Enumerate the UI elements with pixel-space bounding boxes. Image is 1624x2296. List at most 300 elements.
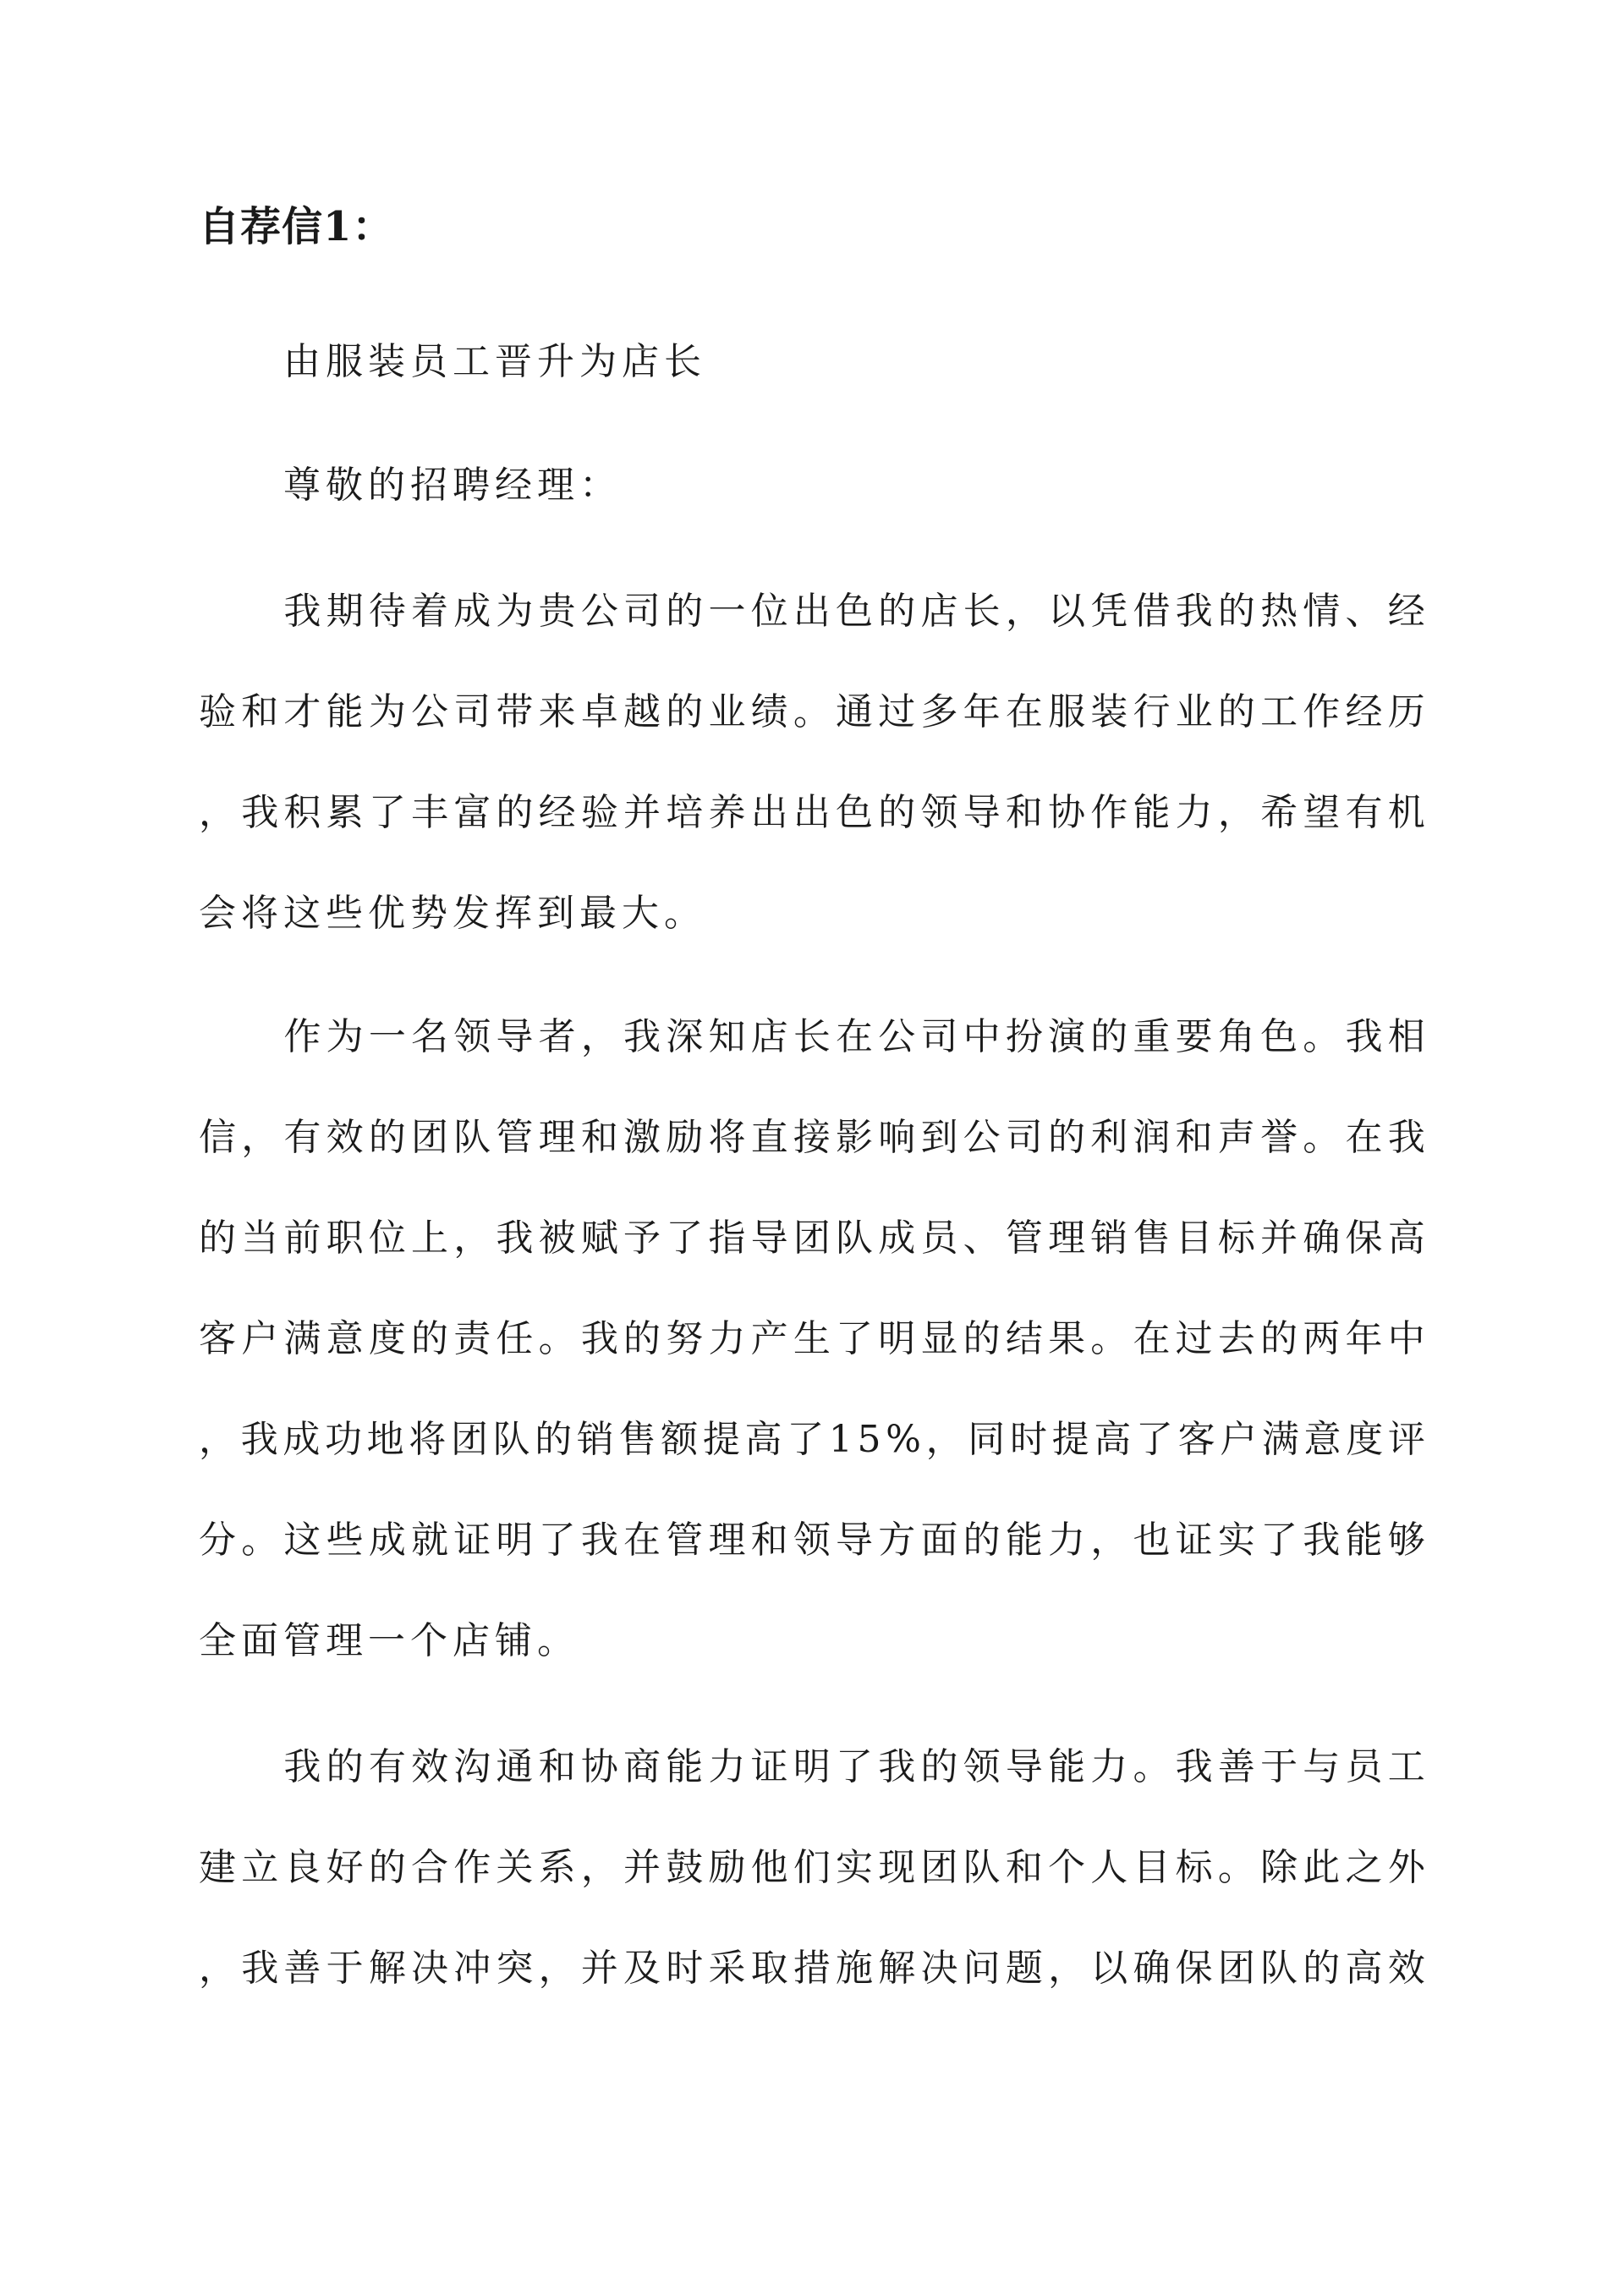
line-char: 职: [326, 1217, 364, 1260]
line-char: 理: [538, 1116, 576, 1159]
line-char: 努: [666, 1317, 704, 1360]
line-char: 关: [496, 1846, 534, 1889]
line-char: 目: [1133, 1846, 1171, 1889]
line-char: 响: [878, 1116, 916, 1159]
line-char: 一: [708, 590, 746, 633]
line-char: 我: [1175, 1745, 1213, 1788]
line-char: 除: [1260, 1846, 1298, 1889]
paragraph-line: [199, 1943, 1425, 1994]
line-char: 在: [836, 1015, 874, 1058]
line-char: 。: [1217, 1846, 1255, 1889]
line-char: 售: [618, 1418, 656, 1461]
line-char: 了: [368, 791, 406, 834]
line-char: 确: [1133, 1947, 1171, 1990]
line-char: 的: [666, 690, 704, 733]
line-char: 功: [324, 1418, 362, 1461]
line-char: 于: [1260, 1745, 1298, 1788]
line-char: 工: [1260, 690, 1298, 733]
line-char: 能: [326, 690, 364, 733]
line-char: 色: [836, 791, 874, 834]
line-char: 通: [496, 1745, 534, 1788]
line-char: 的: [199, 1217, 236, 1260]
line-char: 力: [1090, 1745, 1128, 1788]
line-char: 些: [326, 1519, 364, 1562]
line-char: ，: [199, 1947, 236, 1990]
line-char: 果: [1048, 1317, 1086, 1360]
line-char: 作: [1303, 690, 1341, 733]
line-char: 队: [1260, 1947, 1298, 1990]
line-char: 直: [750, 1116, 788, 1159]
line-char: ，: [453, 1217, 491, 1260]
line-char: ，: [538, 1947, 576, 1990]
line-char: 评: [1387, 1418, 1425, 1461]
line-char: 出: [793, 590, 831, 633]
line-char: 越: [623, 690, 661, 733]
line-char: 了: [1260, 1519, 1298, 1562]
line-char: 意: [326, 1317, 364, 1360]
line-char: 来: [538, 690, 576, 733]
line-char: 公: [963, 1116, 1001, 1159]
line-char: 。: [1303, 1015, 1341, 1058]
line-char: 能: [666, 1745, 704, 1788]
line-char: 业: [1175, 690, 1213, 733]
line-char: 作: [1090, 791, 1128, 834]
line-char: 确: [1303, 1217, 1341, 1260]
line-char: 有: [1345, 791, 1383, 834]
line-char: 成: [878, 1217, 916, 1260]
paragraph-line: [199, 1414, 1425, 1465]
line-char: 。: [1133, 1745, 1171, 1788]
line-char: 色: [1260, 1015, 1298, 1058]
line-char: 有: [368, 1745, 406, 1788]
line-char: 公: [580, 590, 618, 633]
line-char: 通: [836, 690, 874, 733]
line-char: 名: [411, 1015, 449, 1058]
line-char: 了: [836, 1745, 874, 1788]
line-char: 时: [1009, 1418, 1047, 1461]
line-char: 的: [1303, 1947, 1341, 1990]
line-char: ，: [1217, 791, 1255, 834]
line-char: 影: [836, 1116, 874, 1159]
line-char: 、: [1345, 590, 1383, 633]
line-char: 明: [496, 1519, 534, 1562]
line-char: 长: [963, 590, 1001, 633]
line-char: 与: [1303, 1745, 1341, 1788]
line-char: 我: [878, 1745, 916, 1788]
line-char: 销: [576, 1418, 614, 1461]
line-char: 我: [1387, 1116, 1425, 1159]
line-char: 我: [283, 590, 321, 633]
line-char: 才: [283, 690, 321, 733]
line-char: 的: [535, 1418, 573, 1461]
line-char: 作: [453, 1846, 491, 1889]
line-char: 责: [453, 1317, 491, 1360]
line-char: 经: [1387, 590, 1425, 633]
line-char: 理: [1048, 1217, 1086, 1260]
line-char: ，: [925, 1418, 963, 1461]
line-char: 团: [411, 1116, 449, 1159]
line-char: 了: [538, 1519, 576, 1562]
line-char: 的: [368, 1846, 406, 1889]
line-char: 就: [411, 1519, 449, 1562]
line-char: 协: [1048, 791, 1086, 834]
line-char: 能: [1048, 1745, 1086, 1788]
line-char: 队: [836, 1217, 874, 1260]
salutation: 尊敬的招聘经理：: [283, 464, 622, 507]
line-char: 实: [1217, 1519, 1255, 1562]
line-char: 在: [1005, 690, 1043, 733]
line-char: 望: [1303, 791, 1341, 834]
line-char: 养: [708, 791, 746, 834]
line-char: [241, 1012, 278, 1063]
line-char: 效: [411, 1745, 449, 1788]
line-char: ，: [580, 1846, 618, 1889]
line-char: 及: [623, 1947, 661, 1990]
document-subtitle: 由服装员工晋升为店长: [283, 340, 706, 383]
line-char: 我: [283, 1745, 321, 1788]
paragraph-line: 会将这些优势发挥到最大。: [199, 892, 706, 935]
line-char: 领: [963, 1745, 1001, 1788]
line-char: 户: [1220, 1418, 1258, 1461]
line-char: 商: [623, 1745, 661, 1788]
line-char: 在: [1345, 1116, 1383, 1159]
line-char: 能: [1005, 1519, 1043, 1562]
line-char: 并: [623, 791, 661, 834]
line-char: 领: [920, 791, 958, 834]
line-char: 外: [1387, 1846, 1425, 1889]
line-char: 验: [199, 690, 236, 733]
line-char: 年: [1345, 1317, 1383, 1360]
paragraph-line: 全面管理一个店铺。: [199, 1619, 579, 1662]
line-char: 效: [326, 1116, 364, 1159]
line-char: ，: [1048, 1947, 1086, 1990]
line-char: 队: [453, 1116, 491, 1159]
line-char: 的: [878, 791, 916, 834]
line-char: 同: [968, 1418, 1006, 1461]
line-char: 店: [920, 590, 958, 633]
line-char: 以: [1090, 1947, 1128, 1990]
line-char: 店: [750, 1015, 788, 1058]
line-char: [241, 1742, 278, 1793]
line-char: 地: [366, 1418, 404, 1461]
line-char: 员: [1345, 1745, 1383, 1788]
line-char: 前: [283, 1217, 321, 1260]
line-char: 。: [793, 690, 831, 733]
line-char: 采: [708, 1947, 746, 1990]
line-char: 色: [836, 590, 874, 633]
line-char: 导: [963, 791, 1001, 834]
line-char: 问: [963, 1947, 1001, 1990]
line-char: 装: [1090, 690, 1128, 733]
line-char: 解: [878, 1947, 916, 1990]
line-char: 建: [199, 1846, 236, 1889]
line-char: 我: [580, 1519, 618, 1562]
line-char: 够: [1387, 1519, 1425, 1562]
line-char: 人: [1090, 1846, 1128, 1889]
line-char: 予: [623, 1217, 661, 1260]
line-char: ，: [580, 1015, 618, 1058]
line-char: 凭: [1090, 590, 1128, 633]
line-char: 售: [1133, 1217, 1171, 1260]
line-char: 演: [1048, 1015, 1086, 1058]
line-char: 的: [368, 1116, 406, 1159]
line-char: 在: [1133, 1317, 1171, 1360]
line-char: 经: [538, 791, 576, 834]
line-char: 5: [857, 1418, 881, 1461]
line-char: 年: [963, 690, 1001, 733]
line-char: ，: [1005, 590, 1043, 633]
line-char: 团: [450, 1418, 488, 1461]
line-char: 过: [1175, 1317, 1213, 1360]
line-char: 利: [1090, 1116, 1128, 1159]
line-char: 在: [623, 1519, 661, 1562]
line-char: 的: [1090, 1015, 1128, 1058]
line-char: 力: [1175, 791, 1213, 834]
line-char: 过: [878, 690, 916, 733]
line-char: 并: [623, 1846, 661, 1889]
line-char: 题: [1005, 1947, 1043, 1990]
line-char: 和: [538, 1745, 576, 1788]
line-char: 理: [708, 1519, 746, 1562]
line-char: 的: [1217, 690, 1255, 733]
line-char: 个: [1048, 1846, 1086, 1889]
line-char: 励: [666, 1116, 704, 1159]
line-char: 的: [666, 590, 704, 633]
line-char: 队: [492, 1418, 530, 1461]
line-char: 员: [920, 1217, 958, 1260]
line-char: 司: [453, 690, 491, 733]
line-char: 力: [1048, 1519, 1086, 1562]
line-char: 期: [326, 590, 364, 633]
line-char: 标: [1175, 1846, 1213, 1889]
line-char: 满: [1261, 1418, 1299, 1461]
line-char: 的: [1217, 590, 1255, 633]
line-char: 团: [920, 1846, 958, 1889]
line-char: 两: [1303, 1317, 1341, 1360]
line-char: 满: [283, 1317, 321, 1360]
line-char: 明: [878, 1317, 916, 1360]
paragraph-line: [199, 788, 1425, 838]
line-char: ，: [199, 1418, 236, 1461]
line-char: 显: [920, 1317, 958, 1360]
line-char: 司: [920, 1015, 958, 1058]
line-char: 中: [963, 1015, 1001, 1058]
line-char: 绩: [750, 690, 788, 733]
line-char: 鼓: [666, 1846, 704, 1889]
paragraph-line: [199, 1843, 1425, 1893]
line-char: 系: [538, 1846, 576, 1889]
line-char: 公: [411, 690, 449, 733]
line-char: 面: [920, 1519, 958, 1562]
line-char: 我: [1303, 1519, 1341, 1562]
paragraph-line: [199, 1314, 1425, 1365]
line-char: 1: [828, 1418, 853, 1461]
line-char: 团: [1217, 1947, 1255, 1990]
line-char: 冲: [453, 1947, 491, 1990]
line-char: 历: [1387, 690, 1425, 733]
line-char: 此: [1303, 1846, 1341, 1889]
line-char: 工: [1387, 1745, 1425, 1788]
line-char: 施: [836, 1947, 874, 1990]
line-char: 中: [1387, 1317, 1425, 1360]
line-char: 我: [1345, 1015, 1383, 1058]
line-char: 的: [1048, 1116, 1086, 1159]
line-char: 为: [368, 690, 406, 733]
line-char: 保: [1175, 1947, 1213, 1990]
line-char: 借: [1133, 590, 1171, 633]
line-char: 这: [283, 1519, 321, 1562]
line-char: 能: [1345, 1519, 1383, 1562]
line-char: 导: [836, 1519, 874, 1562]
line-char: 方: [878, 1519, 916, 1562]
paragraph-line: [199, 1515, 1425, 1566]
line-char: 领: [453, 1015, 491, 1058]
line-char: 能: [1133, 791, 1171, 834]
line-char: 润: [1133, 1116, 1171, 1159]
line-char: 高: [744, 1418, 782, 1461]
paragraph-line: [199, 1213, 1425, 1264]
line-char: 位: [368, 1217, 406, 1260]
line-char: 分: [199, 1519, 236, 1562]
line-char: 合: [411, 1846, 449, 1889]
line-char: 高: [1345, 1947, 1383, 1990]
line-char: 高: [1094, 1418, 1132, 1461]
line-char: 高: [1387, 1217, 1425, 1260]
line-char: 导: [1005, 1745, 1043, 1788]
line-char: 指: [708, 1217, 746, 1260]
line-char: 和: [580, 1116, 618, 1159]
line-char: 成: [283, 1418, 321, 1461]
line-char: 着: [411, 590, 449, 633]
line-char: 好: [326, 1846, 364, 1889]
paragraph-line: [199, 1742, 1425, 1793]
line-char: 实: [836, 1846, 874, 1889]
document-title: 自荐信1：: [199, 203, 394, 250]
line-char: 我: [580, 1317, 618, 1360]
line-char: 目: [1175, 1217, 1213, 1260]
line-char: 接: [793, 1116, 831, 1159]
line-char: 产: [750, 1317, 788, 1360]
line-char: 要: [1175, 1015, 1213, 1058]
line-char: 并: [580, 1947, 618, 1990]
line-char: 保: [1345, 1217, 1383, 1260]
line-char: 决: [411, 1947, 449, 1990]
line-char: 立: [241, 1846, 279, 1889]
line-char: 管: [1005, 1217, 1043, 1260]
line-char: 司: [623, 590, 661, 633]
line-char: ，: [199, 791, 236, 834]
paragraph-line: [199, 586, 1425, 637]
line-char: 也: [1133, 1519, 1171, 1562]
line-char: 证: [1175, 1519, 1213, 1562]
line-char: 知: [708, 1015, 746, 1058]
line-char: [199, 586, 236, 637]
line-char: 提: [1051, 1418, 1089, 1461]
line-char: 者: [538, 1015, 576, 1058]
line-char: 取: [750, 1947, 788, 1990]
line-char: 积: [283, 791, 321, 834]
line-char: 管: [496, 1116, 534, 1159]
line-char: 他: [750, 1846, 788, 1889]
line-char: 了: [787, 1418, 825, 1461]
line-char: 措: [793, 1947, 831, 1990]
line-char: 突: [496, 1947, 534, 1990]
line-char: 领: [793, 1519, 831, 1562]
line-char: 导: [750, 1217, 788, 1260]
line-char: 解: [368, 1947, 406, 1990]
line-char: 力: [708, 1317, 746, 1360]
line-char: 额: [661, 1418, 699, 1461]
line-char: 明: [793, 1745, 831, 1788]
line-char: 证: [750, 1745, 788, 1788]
line-char: 了: [666, 1217, 704, 1260]
line-char: 一: [368, 1015, 406, 1058]
line-char: 的: [963, 1317, 1001, 1360]
line-char: 导: [496, 1015, 534, 1058]
line-char: 善: [283, 1947, 321, 1990]
line-char: 有: [283, 1116, 321, 1159]
line-char: 到: [920, 1116, 958, 1159]
line-char: 扮: [1005, 1015, 1043, 1058]
line-char: 长: [793, 1015, 831, 1058]
line-char: 带: [496, 690, 534, 733]
line-char: 信: [199, 1116, 236, 1159]
line-char: 希: [1260, 791, 1298, 834]
line-char: 我: [1175, 590, 1213, 633]
line-char: 团: [793, 1217, 831, 1260]
line-char: 待: [368, 590, 406, 633]
line-char: 赋: [580, 1217, 618, 1260]
line-char: 情: [1303, 590, 1341, 633]
line-char: [199, 1012, 236, 1063]
line-char: 时: [666, 1947, 704, 1990]
line-char: 相: [1387, 1015, 1425, 1058]
line-char: 和: [750, 1519, 788, 1562]
line-char: 生: [793, 1317, 831, 1360]
line-char: 。: [1090, 1317, 1128, 1360]
line-char: 的: [326, 1745, 364, 1788]
line-char: 我: [623, 1015, 661, 1058]
line-char: [199, 1742, 236, 1793]
line-char: 的: [878, 590, 916, 633]
line-char: 了: [1135, 1418, 1173, 1461]
line-char: 为: [496, 590, 534, 633]
line-char: 我: [496, 1217, 534, 1260]
line-char: 成: [368, 1519, 406, 1562]
line-char: 证: [453, 1519, 491, 1562]
line-char: [241, 586, 278, 637]
line-char: 和: [1005, 791, 1043, 834]
line-char: 卓: [580, 690, 618, 733]
line-char: 出: [793, 791, 831, 834]
line-char: 力: [708, 1745, 746, 1788]
line-char: 的: [496, 791, 534, 834]
line-char: 当: [241, 1217, 279, 1260]
line-char: 丰: [411, 791, 449, 834]
line-char: 并: [1260, 1217, 1298, 1260]
line-char: 客: [1177, 1418, 1215, 1461]
line-char: 声: [1217, 1116, 1255, 1159]
line-char: 出: [750, 791, 788, 834]
line-char: 了: [836, 1317, 874, 1360]
line-char: 以: [1048, 590, 1086, 633]
line-char: 效: [1387, 1947, 1425, 1990]
line-char: 多: [920, 690, 958, 733]
line-char: 将: [708, 1116, 746, 1159]
line-char: 热: [1260, 590, 1298, 633]
line-char: 我: [241, 1947, 279, 1990]
line-char: 重: [1133, 1015, 1171, 1058]
